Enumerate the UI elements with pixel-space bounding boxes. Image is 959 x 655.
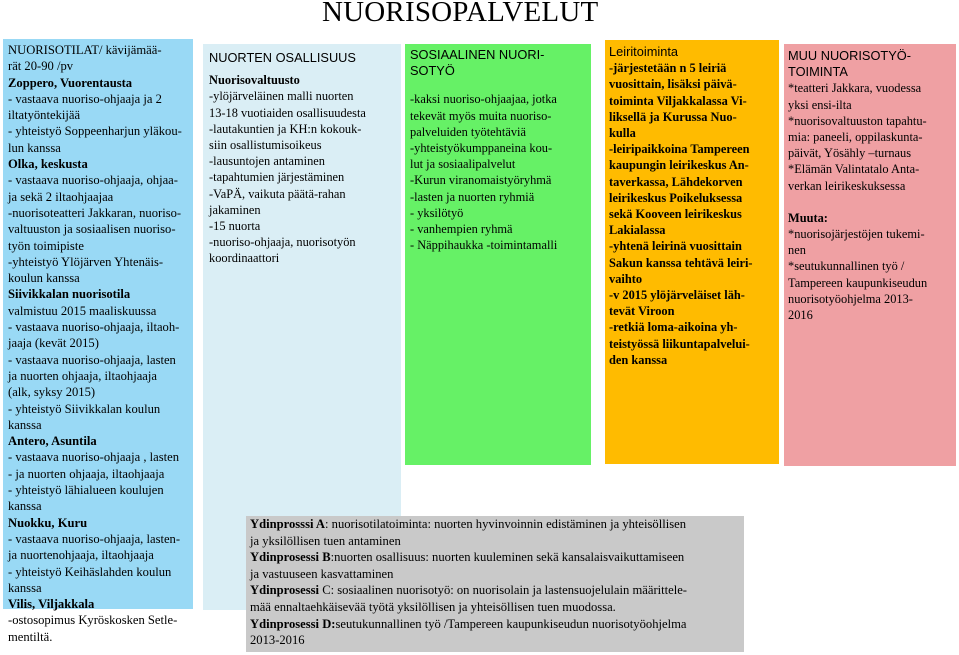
youth-center-line: - vastaava nuoriso-ohjaaja , lasten (8, 450, 179, 465)
youth-center-line: Zoppero, Vuorentausta (8, 75, 133, 90)
social-work-line: - vanhempien ryhmä (410, 222, 513, 237)
camp-line: Lakialassa (609, 223, 666, 238)
participation-line: -lausuntojen antaminen (209, 154, 325, 169)
participation-line: -tapahtumien järjestäminen (209, 170, 345, 185)
youth-center-line: Vilis, Viljakkala (8, 597, 95, 612)
youth-center-line: rät 20-90 /pv (8, 59, 74, 74)
social-work-line: -lasten ja nuorten ryhmiä (410, 189, 535, 204)
camp-activities-panel (605, 40, 779, 464)
social-work-line: -kaksi nuoriso-ohjaajaa, jotka (410, 92, 557, 107)
other-youth-work-heading-line: MUU NUORISOTYÖ- (788, 48, 911, 63)
social-youth-work-heading-line: SOSIAALINEN NUORI- (410, 47, 545, 62)
youth-center-line: Siivikkalan nuorisotila (8, 287, 131, 302)
youth-center-line: Nuokku, Kuru (8, 515, 88, 530)
camp-activities-heading: Leiritoiminta (609, 44, 678, 59)
youth-center-line: - vastaava nuoriso-ohjaaja, ohjaa- (8, 173, 178, 188)
social-work-line: -Kurun viranomaistyöryhmä (410, 173, 552, 188)
other-work-line: mia: paneeli, oppilaskunta- (788, 130, 923, 145)
participation-line: siin osallistumisoikeus (209, 138, 322, 153)
youth-center-line: - vastaava nuoriso-ohjaaja, lasten- (8, 531, 181, 546)
youth-center-line: -nuorisoteatteri Jakkaran, nuoriso- (8, 205, 182, 220)
youth-center-line: mentiltä. (8, 629, 53, 644)
core-process-label: Ydinprosessi B (250, 550, 331, 565)
youth-center-line: iltatyöntekijää (8, 108, 81, 123)
other-work-line: verkan leirikeskuksessa (788, 178, 906, 193)
social-work-line: - Näppihaukka -toimintamalli (410, 238, 558, 253)
core-processes-box (246, 516, 744, 652)
other-work-line: nuorisotyöohjelma 2013- (788, 291, 913, 306)
youth-center-line: - vastaava nuoriso-ohjaaja ja 2 (8, 91, 162, 106)
youth-center-line: (alk, syksy 2015) (8, 385, 96, 400)
camp-line: den kanssa (609, 352, 668, 367)
youth-center-line: kanssa (8, 417, 42, 432)
youth-center-line: NUORISOTILAT/ kävijämää- (8, 43, 162, 57)
camp-activities-text (609, 60, 775, 368)
core-process-label: Ydinprosessi D: (250, 616, 336, 631)
youth-center-line: jaaja (kevät 2015) (8, 336, 99, 351)
other-work-line: yksi ensi-ilta (788, 97, 852, 112)
core-process-line (250, 549, 744, 566)
youth-center-line: Olka, keskusta (8, 157, 88, 172)
core-process-text: ja vastuuseen kasvattaminen (250, 566, 394, 581)
youth-center-line: - yhteistyö Keihäslahden koulun (8, 564, 172, 579)
core-process-line (250, 599, 744, 616)
other-work-line: *Elämän Valintatalo Anta- (788, 162, 920, 177)
core-process-text: :nuorten osallisuus: nuorten kuuleminen sekä kansalaisvaikuttamiseen (330, 550, 685, 565)
participation-line: Nuorisovaltuusto (209, 73, 300, 88)
youth-center-line: ja sekä 2 iltaohjaajaa (8, 189, 114, 204)
other-work-line: *nuorisojärjestöjen tukemi- (788, 227, 925, 242)
youth-center-line: - vastaava nuoriso-ohjaaja, lasten (8, 352, 176, 367)
other-youth-work-heading-line: TOIMINTA (788, 64, 848, 80)
camp-line: vaihto (609, 271, 643, 286)
core-processes-text (250, 516, 744, 649)
camp-line: -retkiä loma-aikoina yh- (609, 320, 738, 335)
youth-centers-panel (3, 39, 193, 644)
youth-center-line: -yhteistyö Ylöjärven Yhtenäis- (8, 254, 164, 269)
youth-center-line: - yhteistyö Soppeenharjun yläkou- (8, 124, 182, 139)
camp-line: tevät Viroon (609, 304, 675, 319)
youth-center-line: valmistuu 2015 maaliskuussa (8, 303, 157, 318)
other-youth-work-text-2 (788, 226, 952, 323)
camp-line: kaupungin leirikeskus An- (609, 158, 749, 173)
social-work-line: tekevät myös muita nuoriso- (410, 108, 552, 123)
youth-center-line: työn toimipiste (8, 238, 84, 253)
youth-participation-heading: NUORTEN OSALLISUUS (209, 50, 356, 65)
youth-participation-text (209, 72, 397, 266)
other-youth-work-heading (788, 48, 952, 80)
social-work-line: -yhteistyökumppaneina kou- (410, 141, 553, 156)
core-process-line (250, 516, 744, 533)
core-process-label: Ydinprosessi (250, 583, 320, 598)
youth-center-line: - vastaava nuoriso-ohjaaja, iltaoh- (8, 320, 180, 335)
other-work-line: nen (788, 243, 806, 258)
social-work-line: - yksilötyö (410, 205, 464, 220)
social-work-line: lut ja sosiaalipalvelut (410, 157, 516, 172)
youth-center-line: kanssa (8, 580, 42, 595)
core-process-text: mää ennaltaehkäisevää työtä yksilöllisen ja yhteisöllisen tuen muodossa. (250, 599, 616, 614)
spacer (788, 194, 952, 210)
core-process-text: 2013-2016 (250, 633, 305, 648)
participation-line: jakaminen (209, 202, 261, 217)
core-process-label: Ydinprosssi A (250, 517, 326, 531)
youth-center-line: - yhteistyö lähialueen koulujen (8, 483, 164, 498)
youth-center-line: lun kanssa (8, 140, 61, 155)
core-process-line (250, 616, 744, 633)
other-subheading: Muuta: (788, 210, 828, 225)
participation-line: -ylöjärveläinen malli nuorten (209, 89, 354, 104)
youth-center-line: - yhteistyö Siivikkalan koulun (8, 401, 161, 416)
camp-line: sekä Kooveen leirikeskus (609, 207, 742, 222)
social-youth-work-heading-line: SOTYÖ (410, 63, 455, 79)
other-youth-work-text (788, 80, 952, 193)
other-work-line: *teatteri Jakkara, vuodessa (788, 81, 922, 96)
core-process-text: seutukunnallinen työ /Tampereen kaupunkiseudun nuorisotyöohjelma (335, 616, 687, 631)
camp-line: teistyössä liikuntapalvelui- (609, 336, 750, 351)
core-process-line (250, 632, 744, 649)
youth-center-line: - ja nuorten ohjaaja, iltaohjaaja (8, 466, 165, 481)
youth-center-line: -ostosopimus Kyröskosken Setle- (8, 613, 178, 628)
core-process-line (250, 533, 744, 550)
youth-center-line: koulun kanssa (8, 271, 80, 286)
other-work-line: *seutukunnallinen työ / (788, 259, 905, 274)
youth-center-line: Antero, Asuntila (8, 434, 97, 449)
camp-line: -v 2015 ylöjärveläiset läh- (609, 288, 745, 303)
social-youth-work-heading (410, 47, 587, 79)
participation-line: -lautakuntien ja KH:n kokouk- (209, 121, 362, 136)
youth-center-line: ja nuortenohjaaja, iltaohjaaja (8, 548, 154, 563)
camp-line: leirikeskus Poikeluksessa (609, 190, 743, 205)
core-process-line (250, 582, 744, 599)
other-work-line: *nuorisovaltuuston tapahtu- (788, 113, 927, 128)
camp-line: kulla (609, 126, 636, 141)
social-work-line: palveluiden työtehtäviä (410, 124, 526, 139)
camp-line: toiminta Viljakkalassa Vi- (609, 93, 747, 108)
youth-center-line: kanssa (8, 499, 42, 514)
camp-line: -järjestetään n 5 leiriä (609, 61, 727, 76)
youth-center-line: valtuuston ja sosiaalisen nuoriso- (8, 222, 176, 237)
page-title: NUORISOPALVELUT (322, 0, 599, 28)
other-work-line: Tampereen kaupunkiseudun (788, 275, 928, 290)
youth-center-line: ja nuorten ohjaaja, iltaohjaaja (8, 368, 157, 383)
other-work-line: 2016 (788, 308, 813, 323)
social-youth-work-panel (405, 44, 591, 465)
camp-line: liksellä ja Kurussa Nuo- (609, 109, 737, 124)
participation-line: -VaPÄ, vaikuta päätä-rahan (209, 186, 346, 201)
core-process-text: : nuorisotilatoiminta: nuorten hyvinvoinnin edistäminen ja yhteisöllisen (325, 517, 686, 531)
core-process-line (250, 566, 744, 583)
participation-line: 13-18 vuotiaiden osallisuudesta (209, 105, 366, 120)
camp-line: -leiripaikkoina Tampereen (609, 142, 750, 157)
youth-centers-text (8, 42, 189, 645)
other-work-line: päivät, Yösähly –turnaus (788, 146, 912, 161)
core-process-text: ja yksilöllisen tuen antaminen (250, 533, 401, 548)
camp-line: Sakun kanssa tehtävä leiri- (609, 255, 753, 270)
social-youth-work-text (410, 91, 587, 253)
participation-line: -nuoriso-ohjaaja, nuorisotyön (209, 235, 356, 250)
camp-line: taverkassa, Lähdekorven (609, 174, 743, 189)
participation-line: -15 nuorta (209, 219, 261, 234)
camp-line: -yhtenä leirinä vuosittain (609, 239, 742, 254)
other-youth-work-panel (784, 44, 956, 466)
core-process-text: C: sosiaalinen nuorisotyö: on nuorisolain ja lastensuojelulain määrittele- (319, 583, 688, 598)
participation-line: koordinaattori (209, 251, 280, 266)
camp-line: vuosittain, lisäksi päivä- (609, 77, 737, 92)
